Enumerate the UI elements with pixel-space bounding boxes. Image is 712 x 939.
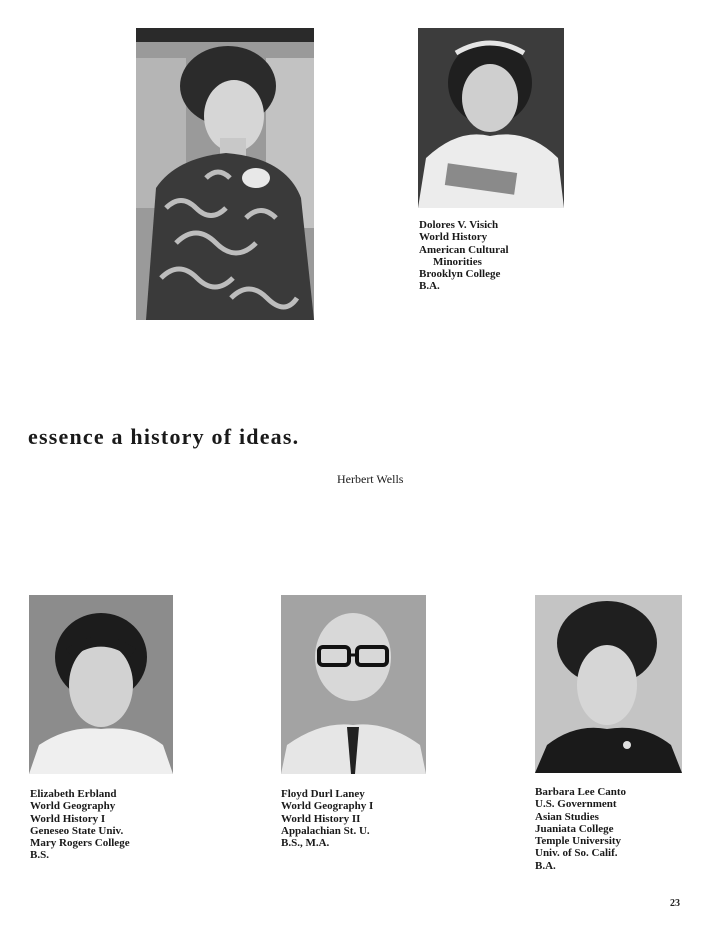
laney-portrait-image bbox=[281, 595, 426, 774]
laney-line-1: World Geography I bbox=[281, 800, 374, 813]
visich-line-2: American Cultural bbox=[419, 243, 509, 256]
visich-line-4: Brooklyn College bbox=[419, 268, 501, 281]
canto-line-4: Temple University bbox=[535, 835, 622, 848]
erbland-line-3: Geneseo State Univ. bbox=[30, 824, 124, 837]
canto-line-3: Juaniata College bbox=[535, 822, 614, 835]
page-number: 23 bbox=[670, 898, 680, 909]
laney-line-2: World History II bbox=[281, 812, 361, 825]
teacher-speaking-image bbox=[136, 28, 314, 320]
canto-portrait-image bbox=[535, 595, 682, 773]
teacher-speaking-photo bbox=[136, 28, 314, 320]
visich-portrait bbox=[418, 28, 564, 208]
erbland-caption bbox=[30, 788, 130, 862]
erbland-portrait-image bbox=[29, 595, 173, 774]
visich-name: Dolores V. Visich bbox=[419, 219, 499, 231]
erbland-line-2: World History I bbox=[30, 812, 106, 825]
visich-line-5: B.A. bbox=[419, 280, 440, 293]
canto-portrait bbox=[535, 595, 682, 773]
laney-portrait bbox=[281, 595, 426, 774]
laney-caption bbox=[281, 788, 373, 849]
quote-text: essence a history of ideas. bbox=[28, 424, 300, 449]
erbland-line-4: Mary Rogers College bbox=[30, 837, 130, 850]
erbland-name: Elizabeth Erbland bbox=[30, 788, 117, 800]
laney-name: Floyd Durl Laney bbox=[281, 788, 365, 800]
visich-caption bbox=[419, 219, 509, 293]
canto-caption bbox=[535, 786, 626, 872]
quote-author: Herbert Wells bbox=[337, 472, 404, 486]
canto-line-1: U.S. Government bbox=[535, 798, 617, 811]
laney-line-3: Appalachian St. U. bbox=[281, 824, 370, 837]
visich-portrait-image bbox=[418, 28, 564, 208]
canto-line-2: Asian Studies bbox=[535, 810, 599, 823]
erbland-line-1: World Geography bbox=[30, 800, 116, 813]
canto-name: Barbara Lee Canto bbox=[535, 786, 627, 798]
canto-line-6: B.A. bbox=[535, 859, 556, 872]
erbland-portrait bbox=[29, 595, 173, 774]
laney-line-4: B.S., M.A. bbox=[281, 837, 330, 850]
visich-line-3: Minorities bbox=[433, 255, 482, 268]
visich-line-1: World History bbox=[419, 231, 488, 244]
canto-line-5: Univ. of So. Calif. bbox=[535, 847, 618, 860]
erbland-line-5: B.S. bbox=[30, 849, 49, 862]
